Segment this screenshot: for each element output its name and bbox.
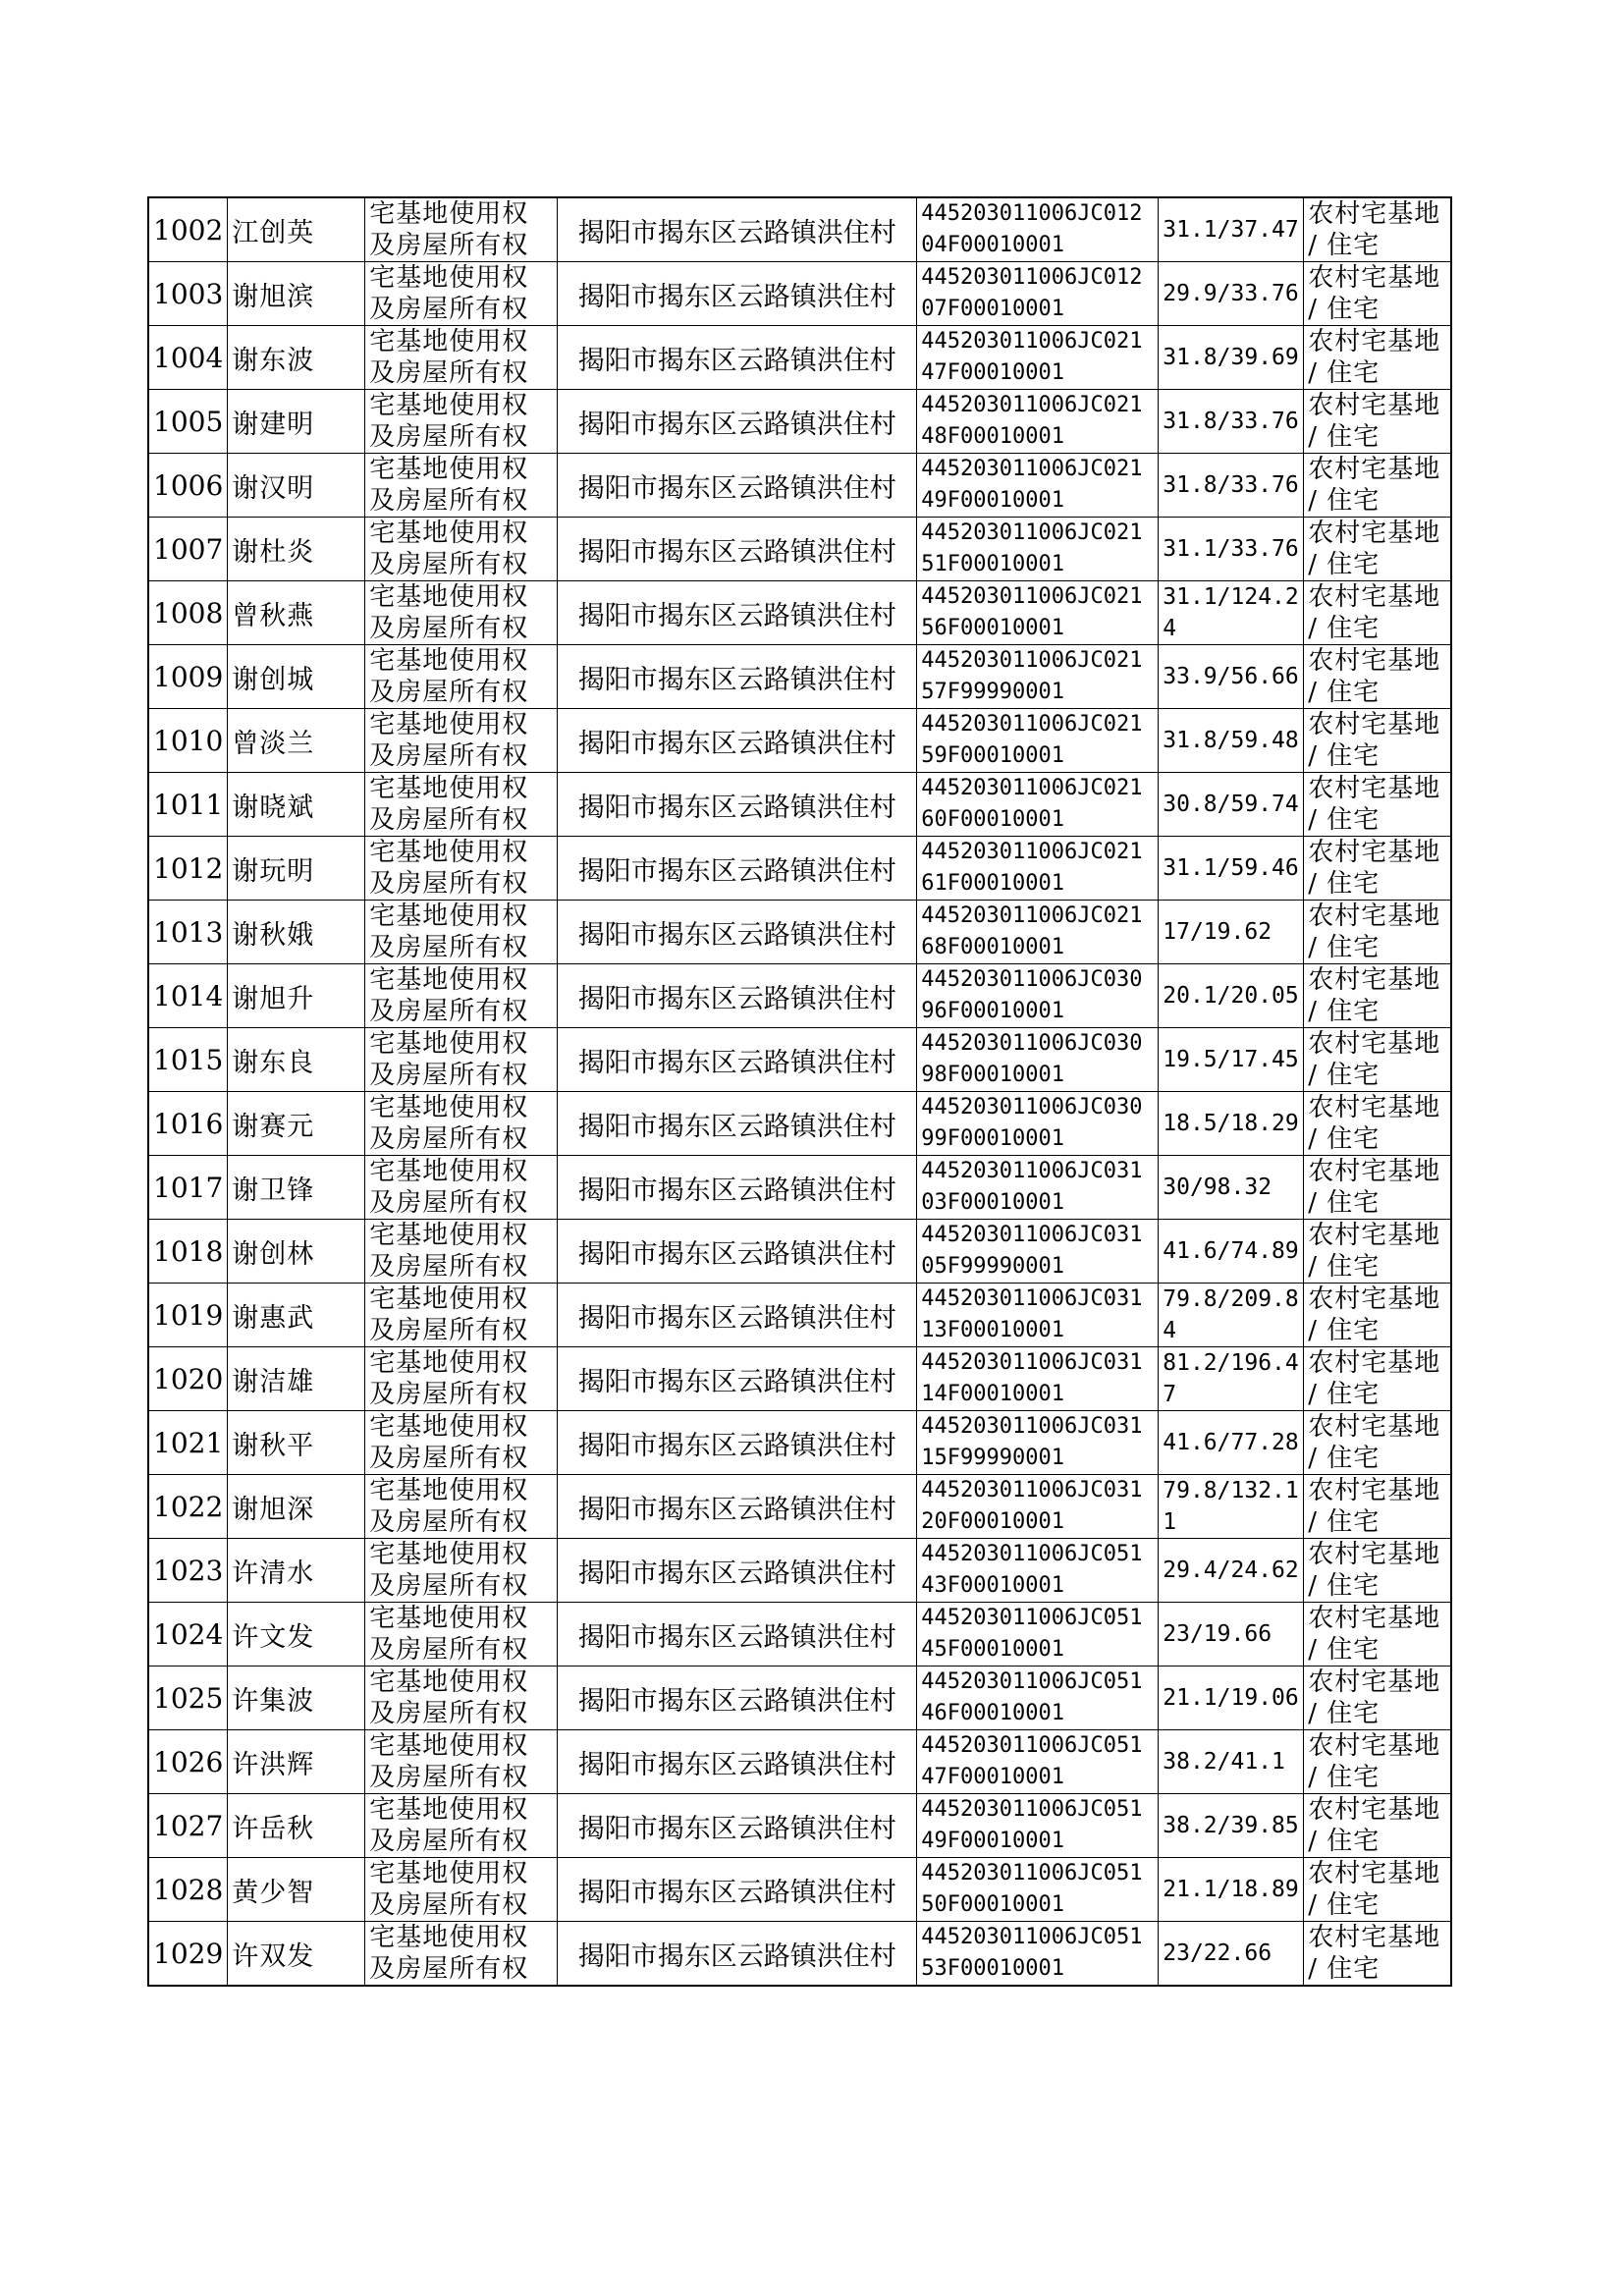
- right-type: 宅基地使用权及房屋所有权: [365, 197, 558, 262]
- table-row: [148, 390, 1451, 454]
- unit-number: 445203011006JC02157F99990001: [917, 645, 1159, 709]
- row-number: 1011: [148, 773, 228, 837]
- row-number: 1022: [148, 1475, 228, 1539]
- land-use: 农村宅基地 / 住宅: [1304, 390, 1451, 454]
- table-row: [148, 901, 1451, 964]
- property-location: 揭阳市揭东区云路镇洪住村: [558, 1730, 917, 1794]
- area-value: 41.6/74.89: [1159, 1220, 1304, 1284]
- owner-name: 谢惠武: [228, 1284, 365, 1347]
- right-type: 宅基地使用权及房屋所有权: [365, 1667, 558, 1730]
- unit-number: 445203011006JC05153F00010001: [917, 1922, 1159, 1987]
- unit-number: 445203011006JC02159F00010001: [917, 709, 1159, 773]
- row-number: 1021: [148, 1411, 228, 1475]
- property-location: 揭阳市揭东区云路镇洪住村: [558, 197, 917, 262]
- unit-number: 445203011006JC02168F00010001: [917, 901, 1159, 964]
- land-use: 农村宅基地 / 住宅: [1304, 1922, 1451, 1987]
- unit-number: 445203011006JC03115F99990001: [917, 1411, 1159, 1475]
- row-number: 1005: [148, 390, 228, 454]
- owner-name: 谢旭升: [228, 964, 365, 1028]
- row-number: 1020: [148, 1347, 228, 1411]
- row-number: 1016: [148, 1092, 228, 1156]
- owner-name: 谢东良: [228, 1028, 365, 1092]
- right-type: 宅基地使用权及房屋所有权: [365, 1794, 558, 1858]
- unit-number: 445203011006JC05149F00010001: [917, 1794, 1159, 1858]
- property-location: 揭阳市揭东区云路镇洪住村: [558, 1539, 917, 1603]
- table-row: [148, 197, 1451, 262]
- table-row: [148, 518, 1451, 581]
- owner-name: 谢旭滨: [228, 262, 365, 326]
- area-value: 33.9/56.66: [1159, 645, 1304, 709]
- unit-number: 445203011006JC05143F00010001: [917, 1539, 1159, 1603]
- row-number: 1013: [148, 901, 228, 964]
- right-type: 宅基地使用权及房屋所有权: [365, 390, 558, 454]
- unit-number: 445203011006JC03096F00010001: [917, 964, 1159, 1028]
- right-type: 宅基地使用权及房屋所有权: [365, 1284, 558, 1347]
- right-type: 宅基地使用权及房屋所有权: [365, 1603, 558, 1667]
- right-type: 宅基地使用权及房屋所有权: [365, 1730, 558, 1794]
- unit-number: 445203011006JC03099F00010001: [917, 1092, 1159, 1156]
- table-row: [148, 326, 1451, 390]
- row-number: 1014: [148, 964, 228, 1028]
- area-value: 18.5/18.29: [1159, 1092, 1304, 1156]
- area-value: 31.1/59.46: [1159, 837, 1304, 901]
- unit-number: 445203011006JC02147F00010001: [917, 326, 1159, 390]
- owner-name: 谢旭深: [228, 1475, 365, 1539]
- table-row: [148, 262, 1451, 326]
- area-value: 38.2/39.85: [1159, 1794, 1304, 1858]
- table-row: [148, 773, 1451, 837]
- area-value: 23/19.66: [1159, 1603, 1304, 1667]
- right-type: 宅基地使用权及房屋所有权: [365, 581, 558, 645]
- land-use: 农村宅基地 / 住宅: [1304, 1092, 1451, 1156]
- property-location: 揭阳市揭东区云路镇洪住村: [558, 1220, 917, 1284]
- area-value: 38.2/41.1: [1159, 1730, 1304, 1794]
- table-row: [148, 1667, 1451, 1730]
- property-location: 揭阳市揭东区云路镇洪住村: [558, 901, 917, 964]
- right-type: 宅基地使用权及房屋所有权: [365, 1347, 558, 1411]
- land-use: 农村宅基地 / 住宅: [1304, 1539, 1451, 1603]
- row-number: 1006: [148, 454, 228, 518]
- property-location: 揭阳市揭东区云路镇洪住村: [558, 773, 917, 837]
- area-value: 29.4/24.62: [1159, 1539, 1304, 1603]
- land-use: 农村宅基地 / 住宅: [1304, 964, 1451, 1028]
- table-row: [148, 837, 1451, 901]
- table-row: [148, 1730, 1451, 1794]
- land-use: 农村宅基地 / 住宅: [1304, 1028, 1451, 1092]
- right-type: 宅基地使用权及房屋所有权: [365, 1156, 558, 1220]
- unit-number: 445203011006JC02161F00010001: [917, 837, 1159, 901]
- area-value: 31.8/33.76: [1159, 390, 1304, 454]
- table-row: [148, 645, 1451, 709]
- unit-number: 445203011006JC02160F00010001: [917, 773, 1159, 837]
- table-row: [148, 1347, 1451, 1411]
- owner-name: 谢洁雄: [228, 1347, 365, 1411]
- area-value: 79.8/209.84: [1159, 1284, 1304, 1347]
- land-use: 农村宅基地 / 住宅: [1304, 709, 1451, 773]
- property-location: 揭阳市揭东区云路镇洪住村: [558, 454, 917, 518]
- table-row: [148, 1411, 1451, 1475]
- table-row: [148, 1156, 1451, 1220]
- unit-number: 445203011006JC05146F00010001: [917, 1667, 1159, 1730]
- area-value: 31.1/37.47: [1159, 197, 1304, 262]
- owner-name: 谢建明: [228, 390, 365, 454]
- unit-number: 445203011006JC05150F00010001: [917, 1858, 1159, 1922]
- area-value: 30/98.32: [1159, 1156, 1304, 1220]
- property-location: 揭阳市揭东区云路镇洪住村: [558, 1858, 917, 1922]
- area-value: 29.9/33.76: [1159, 262, 1304, 326]
- owner-name: 谢创林: [228, 1220, 365, 1284]
- owner-name: 谢赛元: [228, 1092, 365, 1156]
- row-number: 1009: [148, 645, 228, 709]
- land-use: 农村宅基地 / 住宅: [1304, 1284, 1451, 1347]
- land-use: 农村宅基地 / 住宅: [1304, 518, 1451, 581]
- right-type: 宅基地使用权及房屋所有权: [365, 454, 558, 518]
- area-value: 31.1/33.76: [1159, 518, 1304, 581]
- area-value: 41.6/77.28: [1159, 1411, 1304, 1475]
- register-body: [148, 197, 1451, 1986]
- right-type: 宅基地使用权及房屋所有权: [365, 518, 558, 581]
- right-type: 宅基地使用权及房屋所有权: [365, 326, 558, 390]
- owner-name: 许双发: [228, 1922, 365, 1987]
- property-location: 揭阳市揭东区云路镇洪住村: [558, 326, 917, 390]
- row-number: 1004: [148, 326, 228, 390]
- area-value: 20.1/20.05: [1159, 964, 1304, 1028]
- table-row: [148, 1220, 1451, 1284]
- owner-name: 谢秋娥: [228, 901, 365, 964]
- area-value: 21.1/18.89: [1159, 1858, 1304, 1922]
- property-location: 揭阳市揭东区云路镇洪住村: [558, 1284, 917, 1347]
- unit-number: 445203011006JC05147F00010001: [917, 1730, 1159, 1794]
- area-value: 31.8/33.76: [1159, 454, 1304, 518]
- land-use: 农村宅基地 / 住宅: [1304, 773, 1451, 837]
- land-use: 农村宅基地 / 住宅: [1304, 1411, 1451, 1475]
- right-type: 宅基地使用权及房屋所有权: [365, 645, 558, 709]
- land-use: 农村宅基地 / 住宅: [1304, 1858, 1451, 1922]
- owner-name: 黄少智: [228, 1858, 365, 1922]
- row-number: 1012: [148, 837, 228, 901]
- land-use: 农村宅基地 / 住宅: [1304, 1667, 1451, 1730]
- unit-number: 445203011006JC02156F00010001: [917, 581, 1159, 645]
- owner-name: 谢汉明: [228, 454, 365, 518]
- owner-name: 谢杜炎: [228, 518, 365, 581]
- owner-name: 谢晓斌: [228, 773, 365, 837]
- right-type: 宅基地使用权及房屋所有权: [365, 773, 558, 837]
- unit-number: 445203011006JC02149F00010001: [917, 454, 1159, 518]
- owner-name: 谢创城: [228, 645, 365, 709]
- property-location: 揭阳市揭东区云路镇洪住村: [558, 645, 917, 709]
- property-location: 揭阳市揭东区云路镇洪住村: [558, 581, 917, 645]
- unit-number: 445203011006JC03103F00010001: [917, 1156, 1159, 1220]
- row-number: 1024: [148, 1603, 228, 1667]
- right-type: 宅基地使用权及房屋所有权: [365, 1411, 558, 1475]
- land-use: 农村宅基地 / 住宅: [1304, 581, 1451, 645]
- table-row: [148, 1475, 1451, 1539]
- row-number: 1015: [148, 1028, 228, 1092]
- property-location: 揭阳市揭东区云路镇洪住村: [558, 1603, 917, 1667]
- property-location: 揭阳市揭东区云路镇洪住村: [558, 1922, 917, 1987]
- property-location: 揭阳市揭东区云路镇洪住村: [558, 1028, 917, 1092]
- table-row: [148, 1284, 1451, 1347]
- area-value: 31.8/39.69: [1159, 326, 1304, 390]
- table-row: [148, 1028, 1451, 1092]
- land-use: 农村宅基地 / 住宅: [1304, 262, 1451, 326]
- table-row: [148, 1603, 1451, 1667]
- property-location: 揭阳市揭东区云路镇洪住村: [558, 1411, 917, 1475]
- table-row: [148, 1794, 1451, 1858]
- property-location: 揭阳市揭东区云路镇洪住村: [558, 1347, 917, 1411]
- row-number: 1002: [148, 197, 228, 262]
- area-value: 21.1/19.06: [1159, 1667, 1304, 1730]
- property-location: 揭阳市揭东区云路镇洪住村: [558, 390, 917, 454]
- land-use: 农村宅基地 / 住宅: [1304, 1347, 1451, 1411]
- right-type: 宅基地使用权及房屋所有权: [365, 1028, 558, 1092]
- unit-number: 445203011006JC03120F00010001: [917, 1475, 1159, 1539]
- owner-name: 许洪辉: [228, 1730, 365, 1794]
- land-use: 农村宅基地 / 住宅: [1304, 1156, 1451, 1220]
- table-row: [148, 709, 1451, 773]
- area-value: 19.5/17.45: [1159, 1028, 1304, 1092]
- table-row: [148, 1922, 1451, 1987]
- land-use: 农村宅基地 / 住宅: [1304, 837, 1451, 901]
- unit-number: 445203011006JC03098F00010001: [917, 1028, 1159, 1092]
- area-value: 31.1/124.24: [1159, 581, 1304, 645]
- land-use: 农村宅基地 / 住宅: [1304, 1220, 1451, 1284]
- land-use: 农村宅基地 / 住宅: [1304, 901, 1451, 964]
- right-type: 宅基地使用权及房屋所有权: [365, 709, 558, 773]
- property-location: 揭阳市揭东区云路镇洪住村: [558, 1156, 917, 1220]
- row-number: 1018: [148, 1220, 228, 1284]
- right-type: 宅基地使用权及房屋所有权: [365, 1922, 558, 1987]
- owner-name: 谢玩明: [228, 837, 365, 901]
- land-use: 农村宅基地 / 住宅: [1304, 326, 1451, 390]
- row-number: 1017: [148, 1156, 228, 1220]
- property-location: 揭阳市揭东区云路镇洪住村: [558, 1475, 917, 1539]
- row-number: 1023: [148, 1539, 228, 1603]
- land-use: 农村宅基地 / 住宅: [1304, 645, 1451, 709]
- owner-name: 许集波: [228, 1667, 365, 1730]
- table-row: [148, 1539, 1451, 1603]
- property-location: 揭阳市揭东区云路镇洪住村: [558, 837, 917, 901]
- area-value: 31.8/59.48: [1159, 709, 1304, 773]
- property-location: 揭阳市揭东区云路镇洪住村: [558, 964, 917, 1028]
- area-value: 79.8/132.11: [1159, 1475, 1304, 1539]
- unit-number: 445203011006JC02151F00010001: [917, 518, 1159, 581]
- right-type: 宅基地使用权及房屋所有权: [365, 1475, 558, 1539]
- area-value: 17/19.62: [1159, 901, 1304, 964]
- land-use: 农村宅基地 / 住宅: [1304, 197, 1451, 262]
- table-row: [148, 964, 1451, 1028]
- owner-name: 曾淡兰: [228, 709, 365, 773]
- row-number: 1019: [148, 1284, 228, 1347]
- table-row: [148, 581, 1451, 645]
- property-register-table: [147, 196, 1452, 1987]
- owner-name: 谢东波: [228, 326, 365, 390]
- owner-name: 曾秋燕: [228, 581, 365, 645]
- table-row: [148, 1092, 1451, 1156]
- land-use: 农村宅基地 / 住宅: [1304, 1730, 1451, 1794]
- table-row: [148, 1858, 1451, 1922]
- owner-name: 谢秋平: [228, 1411, 365, 1475]
- row-number: 1027: [148, 1794, 228, 1858]
- owner-name: 许岳秋: [228, 1794, 365, 1858]
- right-type: 宅基地使用权及房屋所有权: [365, 1092, 558, 1156]
- owner-name: 谢卫锋: [228, 1156, 365, 1220]
- unit-number: 445203011006JC03113F00010001: [917, 1284, 1159, 1347]
- row-number: 1025: [148, 1667, 228, 1730]
- area-value: 23/22.66: [1159, 1922, 1304, 1987]
- row-number: 1007: [148, 518, 228, 581]
- property-location: 揭阳市揭东区云路镇洪住村: [558, 518, 917, 581]
- property-location: 揭阳市揭东区云路镇洪住村: [558, 1667, 917, 1730]
- row-number: 1003: [148, 262, 228, 326]
- unit-number: 445203011006JC01207F00010001: [917, 262, 1159, 326]
- property-location: 揭阳市揭东区云路镇洪住村: [558, 709, 917, 773]
- row-number: 1010: [148, 709, 228, 773]
- unit-number: 445203011006JC01204F00010001: [917, 197, 1159, 262]
- row-number: 1028: [148, 1858, 228, 1922]
- right-type: 宅基地使用权及房屋所有权: [365, 1858, 558, 1922]
- property-location: 揭阳市揭东区云路镇洪住村: [558, 262, 917, 326]
- area-value: 30.8/59.74: [1159, 773, 1304, 837]
- owner-name: 许清水: [228, 1539, 365, 1603]
- right-type: 宅基地使用权及房屋所有权: [365, 901, 558, 964]
- land-use: 农村宅基地 / 住宅: [1304, 1603, 1451, 1667]
- property-location: 揭阳市揭东区云路镇洪住村: [558, 1092, 917, 1156]
- table-row: [148, 454, 1451, 518]
- owner-name: 江创英: [228, 197, 365, 262]
- area-value: 81.2/196.47: [1159, 1347, 1304, 1411]
- property-location: 揭阳市揭东区云路镇洪住村: [558, 1794, 917, 1858]
- row-number: 1029: [148, 1922, 228, 1987]
- right-type: 宅基地使用权及房屋所有权: [365, 1220, 558, 1284]
- land-use: 农村宅基地 / 住宅: [1304, 454, 1451, 518]
- right-type: 宅基地使用权及房屋所有权: [365, 1539, 558, 1603]
- right-type: 宅基地使用权及房屋所有权: [365, 964, 558, 1028]
- row-number: 1008: [148, 581, 228, 645]
- land-use: 农村宅基地 / 住宅: [1304, 1794, 1451, 1858]
- unit-number: 445203011006JC03105F99990001: [917, 1220, 1159, 1284]
- row-number: 1026: [148, 1730, 228, 1794]
- owner-name: 许文发: [228, 1603, 365, 1667]
- unit-number: 445203011006JC02148F00010001: [917, 390, 1159, 454]
- unit-number: 445203011006JC05145F00010001: [917, 1603, 1159, 1667]
- land-use: 农村宅基地 / 住宅: [1304, 1475, 1451, 1539]
- right-type: 宅基地使用权及房屋所有权: [365, 262, 558, 326]
- unit-number: 445203011006JC03114F00010001: [917, 1347, 1159, 1411]
- right-type: 宅基地使用权及房屋所有权: [365, 837, 558, 901]
